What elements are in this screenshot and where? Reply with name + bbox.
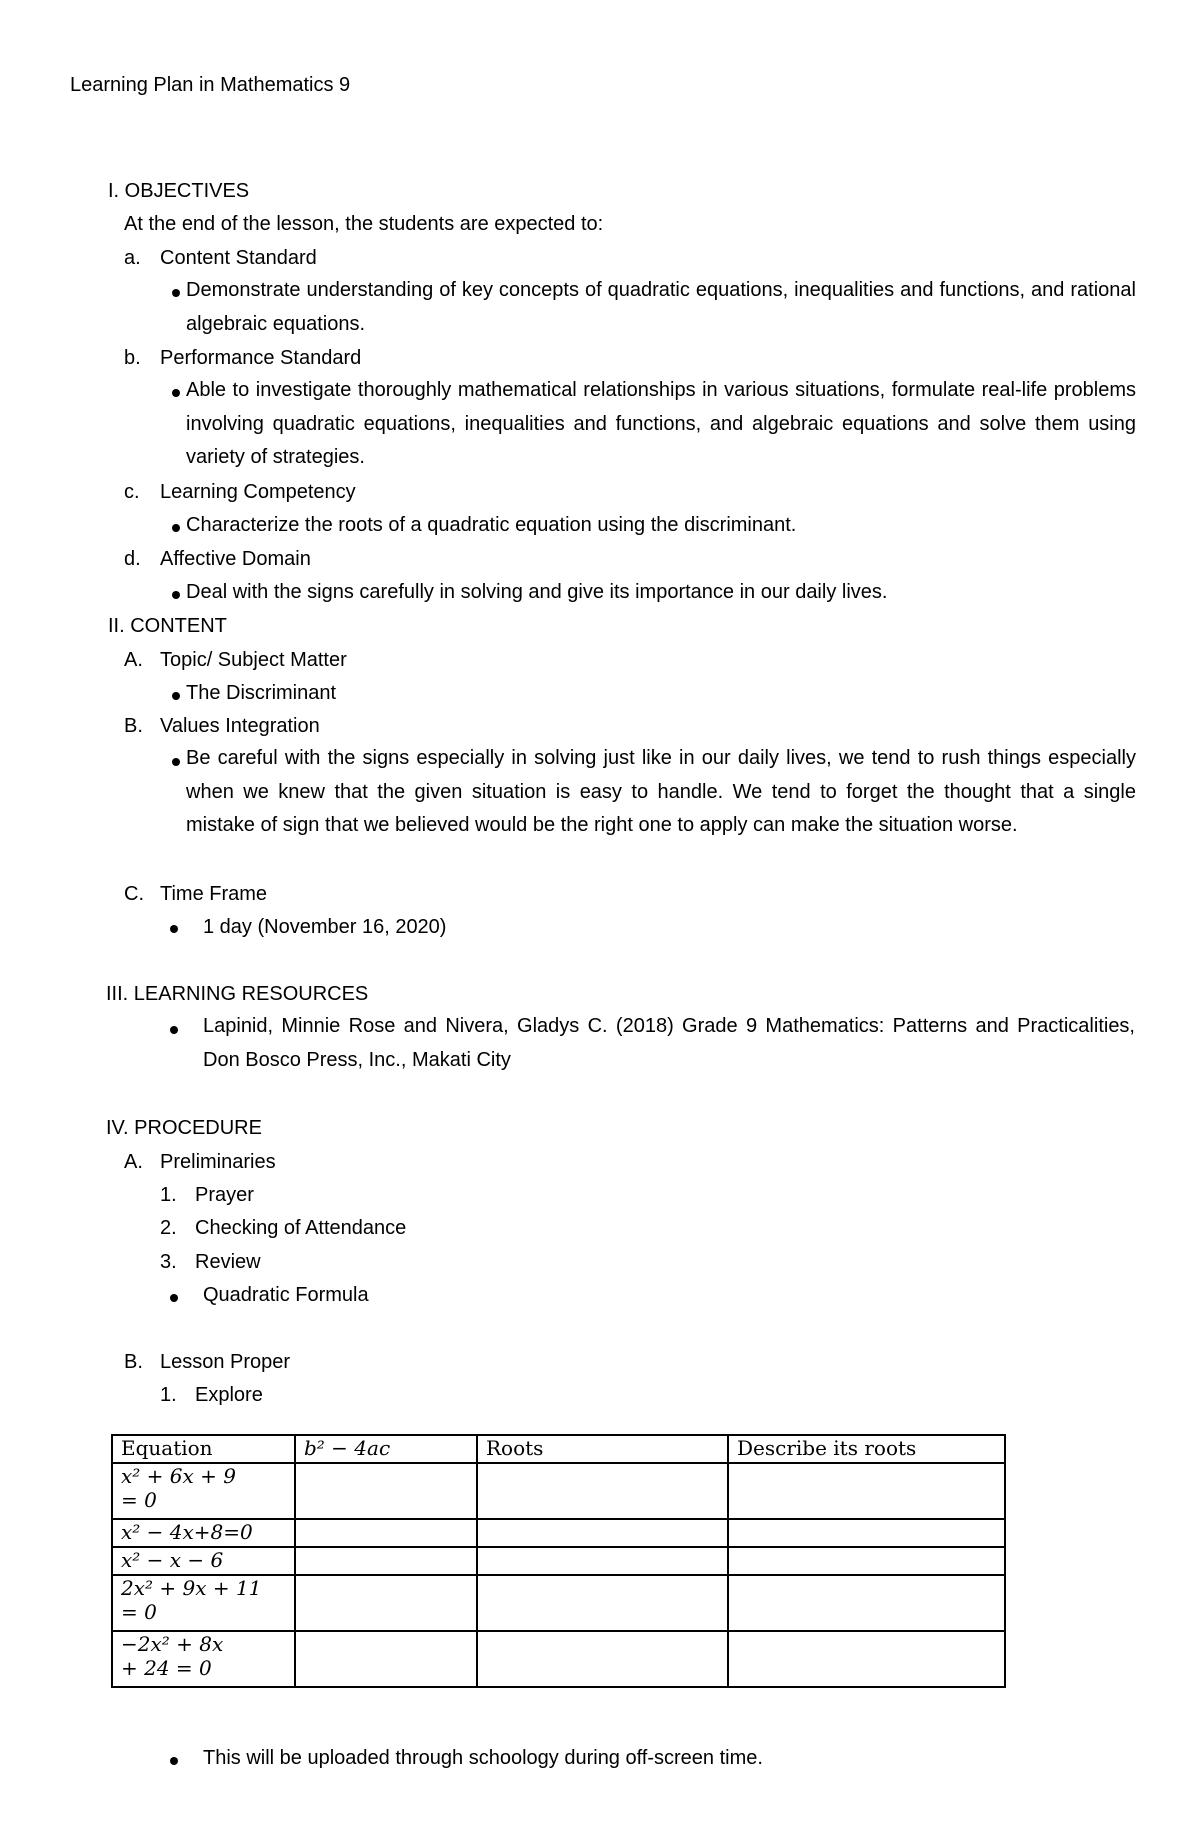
discriminant-cell[interactable]	[295, 1463, 477, 1519]
step-attendance: Checking of Attendance	[195, 1217, 407, 1239]
discriminant-cell[interactable]	[295, 1547, 477, 1575]
describe-roots-cell[interactable]	[728, 1463, 1005, 1519]
content-bullet-time-frame: 1 day (November 16, 2020)	[203, 916, 447, 938]
objective-bullet-performance-standard: Able to investigate thoroughly mathematical relationships in various situations, formulate real-life problems involving quadratic equations, inequalities and functions, and algebraic equations and solve them using variety of strategies.	[186, 379, 1136, 469]
content-label-values-integration: Values Integration	[160, 715, 320, 737]
procedure-label-lesson-proper: Lesson Proper	[160, 1351, 291, 1373]
describe-roots-cell[interactable]	[728, 1575, 1005, 1631]
table-row	[112, 1463, 1005, 1519]
equation-cell	[112, 1463, 295, 1519]
equation-line: x² − x − 6	[121, 1548, 224, 1572]
objective-label-content-standard: Content Standard	[160, 247, 317, 269]
header-roots: Roots	[477, 1435, 728, 1463]
content-marker-a: A.	[124, 649, 143, 671]
step-explore: Explore	[195, 1384, 263, 1406]
equation-line: = 0	[121, 1488, 157, 1512]
table-row	[112, 1547, 1005, 1575]
equation-line: −2x² + 8x	[121, 1632, 224, 1656]
bullet-icon	[172, 524, 180, 532]
bullet-icon	[172, 692, 180, 700]
objective-marker-d: d.	[124, 548, 141, 570]
objectives-intro: At the end of the lesson, the students are expected to:	[124, 213, 604, 235]
roots-cell[interactable]	[477, 1519, 728, 1547]
content-bullet-values-integration: Be careful with the signs especially in solving just like in our daily lives, we tend to rush things especially when we knew that the given situation is easy to handle. We tend to forget the thought that a single mistake of sign that we believed would be the right one to apply can make the situation worse.	[186, 747, 1136, 837]
header-discriminant: b² − 4ac	[295, 1435, 477, 1463]
objectives-heading: I. OBJECTIVES	[108, 180, 250, 202]
objective-label-affective-domain: Affective Domain	[160, 548, 311, 570]
describe-roots-cell[interactable]	[728, 1631, 1005, 1687]
review-bullet: Quadratic Formula	[203, 1284, 369, 1306]
header-equation: Equation	[112, 1435, 295, 1463]
header-describe-roots: Describe its roots	[728, 1435, 1005, 1463]
equation-line: 2x² + 9x + 11	[121, 1576, 262, 1600]
step-review: Review	[195, 1251, 261, 1273]
explore-table	[111, 1434, 1006, 1688]
bullet-icon	[170, 1757, 178, 1765]
bullet-icon	[170, 1026, 178, 1034]
step-number: 1.	[160, 1184, 177, 1206]
bullet-icon	[172, 389, 180, 397]
step-number: 2.	[160, 1217, 177, 1239]
procedure-heading: IV. PROCEDURE	[106, 1117, 262, 1139]
objective-label-performance-standard: Performance Standard	[160, 347, 362, 369]
table-row	[112, 1575, 1005, 1631]
resources-heading: III. LEARNING RESOURCES	[106, 983, 369, 1005]
roots-cell[interactable]	[477, 1575, 728, 1631]
roots-cell[interactable]	[477, 1463, 728, 1519]
objective-marker-b: b.	[124, 347, 141, 369]
content-bullet-topic: The Discriminant	[186, 682, 337, 704]
bullet-icon	[172, 758, 180, 766]
bullet-icon	[172, 289, 180, 297]
equation-cell	[112, 1547, 295, 1575]
bullet-icon	[170, 925, 178, 933]
bullet-icon	[172, 591, 180, 599]
procedure-label-preliminaries: Preliminaries	[160, 1151, 276, 1173]
content-marker-b: B.	[124, 715, 143, 737]
roots-cell[interactable]	[477, 1547, 728, 1575]
upload-note: This will be uploaded through schoology during off-screen time.	[203, 1747, 763, 1769]
equation-line: = 0	[121, 1600, 157, 1624]
step-prayer: Prayer	[195, 1184, 254, 1206]
describe-roots-cell[interactable]	[728, 1519, 1005, 1547]
bullet-icon	[170, 1294, 178, 1302]
objective-marker-c: c.	[124, 481, 140, 503]
equation-cell	[112, 1631, 295, 1687]
content-marker-c: C.	[124, 883, 144, 905]
resources-bullet: Lapinid, Minnie Rose and Nivera, Gladys C. (2018) Grade 9 Mathematics: Patterns and Practicalities, Don Bosco Press, Inc., Makati City	[203, 1015, 1135, 1071]
step-number: 3.	[160, 1251, 177, 1273]
objective-bullet-content-standard: Demonstrate understanding of key concepts of quadratic equations, inequalities and functions, and rational algebraic equations.	[186, 279, 1136, 335]
content-label-time-frame: Time Frame	[160, 883, 268, 905]
equation-line: x² − 4x+8=0	[121, 1520, 253, 1544]
table-row	[112, 1631, 1005, 1687]
discriminant-cell[interactable]	[295, 1575, 477, 1631]
document-title: Learning Plan in Mathematics 9	[70, 74, 351, 96]
objective-label-learning-competency: Learning Competency	[160, 481, 356, 503]
describe-roots-cell[interactable]	[728, 1547, 1005, 1575]
objective-marker-a: a.	[124, 247, 141, 269]
content-label-topic: Topic/ Subject Matter	[160, 649, 347, 671]
roots-cell[interactable]	[477, 1631, 728, 1687]
discriminant-cell[interactable]	[295, 1631, 477, 1687]
procedure-marker-a: A.	[124, 1151, 143, 1173]
objective-bullet-learning-competency: Characterize the roots of a quadratic equation using the discriminant.	[186, 514, 797, 536]
table-header-row	[112, 1435, 1005, 1463]
step-number: 1.	[160, 1384, 177, 1406]
equation-line: x² + 6x + 9	[121, 1464, 236, 1488]
objective-bullet-affective-domain: Deal with the signs carefully in solving and give its importance in our daily lives.	[186, 581, 888, 603]
equation-cell	[112, 1519, 295, 1547]
table-row	[112, 1519, 1005, 1547]
equation-cell	[112, 1575, 295, 1631]
equation-line: + 24 = 0	[121, 1656, 212, 1680]
discriminant-cell[interactable]	[295, 1519, 477, 1547]
procedure-marker-b: B.	[124, 1351, 143, 1373]
content-heading: II. CONTENT	[108, 615, 227, 637]
